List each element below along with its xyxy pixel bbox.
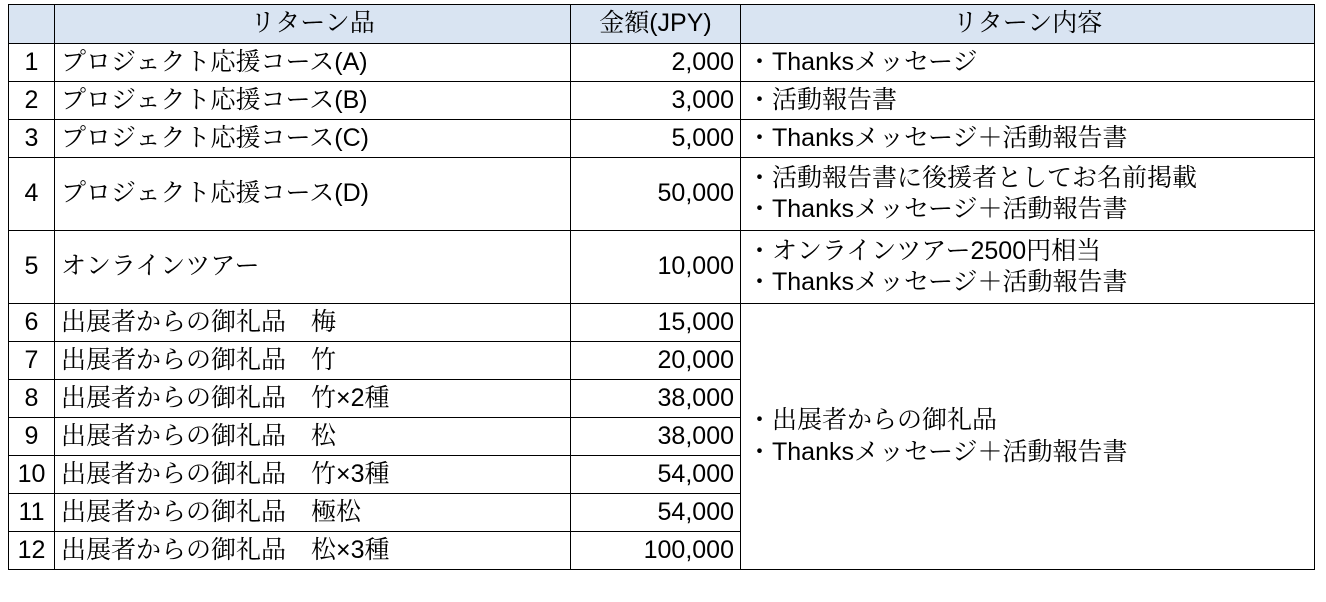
content-lines bbox=[747, 163, 1308, 226]
table-row bbox=[9, 231, 1315, 304]
content-line: ・出展者からの御礼品 bbox=[747, 406, 998, 435]
content-lines bbox=[747, 236, 1308, 299]
cell-amount: 100,000 bbox=[571, 532, 741, 570]
cell-item: プロジェクト応援コース(C) bbox=[55, 120, 571, 158]
cell-item: 出展者からの御礼品 梅 bbox=[55, 304, 571, 342]
cell-amount: 15,000 bbox=[571, 304, 741, 342]
cell-content bbox=[741, 120, 1315, 158]
cell-content bbox=[741, 82, 1315, 120]
cell-no: 2 bbox=[9, 82, 55, 120]
header-cell-item: リターン品 bbox=[55, 5, 571, 44]
cell-amount: 20,000 bbox=[571, 342, 741, 380]
content-lines bbox=[747, 405, 1308, 468]
return-table-container bbox=[8, 4, 1318, 570]
cell-amount: 10,000 bbox=[571, 231, 741, 304]
cell-amount: 54,000 bbox=[571, 494, 741, 532]
cell-content bbox=[741, 231, 1315, 304]
header-cell-amount: 金額(JPY) bbox=[571, 5, 741, 44]
cell-no: 11 bbox=[9, 494, 55, 532]
cell-item: プロジェクト応援コース(A) bbox=[55, 44, 571, 82]
cell-item: 出展者からの御礼品 極松 bbox=[55, 494, 571, 532]
cell-item: 出展者からの御礼品 松 bbox=[55, 418, 571, 456]
cell-no: 12 bbox=[9, 532, 55, 570]
cell-amount: 3,000 bbox=[571, 82, 741, 120]
cell-no: 8 bbox=[9, 380, 55, 418]
cell-amount: 50,000 bbox=[571, 158, 741, 231]
cell-no: 4 bbox=[9, 158, 55, 231]
header-cell-content: リターン内容 bbox=[741, 5, 1315, 44]
content-lines bbox=[747, 47, 1308, 78]
cell-item: 出展者からの御礼品 竹×3種 bbox=[55, 456, 571, 494]
cell-no: 5 bbox=[9, 231, 55, 304]
content-line: ・Thanksメッセージ＋活動報告書 bbox=[747, 437, 1128, 466]
cell-item: 出展者からの御礼品 竹×2種 bbox=[55, 380, 571, 418]
content-line: ・活動報告書に後援者としてお名前掲載 bbox=[747, 163, 1198, 192]
cell-no: 10 bbox=[9, 456, 55, 494]
table-header bbox=[9, 5, 1315, 44]
content-line: ・Thanksメッセージ＋活動報告書 bbox=[747, 268, 1128, 296]
cell-no: 6 bbox=[9, 304, 55, 342]
cell-amount: 38,000 bbox=[571, 380, 741, 418]
cell-content bbox=[741, 44, 1315, 82]
content-lines bbox=[747, 123, 1308, 154]
header-cell-no bbox=[9, 5, 55, 44]
cell-amount: 38,000 bbox=[571, 418, 741, 456]
cell-no: 7 bbox=[9, 342, 55, 380]
cell-no: 3 bbox=[9, 120, 55, 158]
cell-amount: 2,000 bbox=[571, 44, 741, 82]
cell-content bbox=[741, 158, 1315, 231]
content-line: ・Thanksメッセージ＋活動報告書 bbox=[747, 195, 1128, 223]
cell-item: プロジェクト応援コース(B) bbox=[55, 82, 571, 120]
content-line: ・Thanksメッセージ bbox=[747, 47, 978, 76]
cell-amount: 5,000 bbox=[571, 120, 741, 158]
table-body bbox=[9, 44, 1315, 570]
table-row bbox=[9, 158, 1315, 231]
cell-item: 出展者からの御礼品 竹 bbox=[55, 342, 571, 380]
table-row bbox=[9, 44, 1315, 82]
table-row bbox=[9, 304, 1315, 342]
content-line: ・Thanksメッセージ＋活動報告書 bbox=[747, 123, 1128, 152]
cell-item: プロジェクト応援コース(D) bbox=[55, 158, 571, 231]
return-items-table bbox=[8, 4, 1315, 570]
cell-item: オンラインツアー bbox=[55, 231, 571, 304]
cell-content-merged bbox=[741, 304, 1315, 570]
cell-item: 出展者からの御礼品 松×3種 bbox=[55, 532, 571, 570]
table-row bbox=[9, 82, 1315, 120]
cell-no: 1 bbox=[9, 44, 55, 82]
cell-no: 9 bbox=[9, 418, 55, 456]
content-line: ・活動報告書 bbox=[747, 85, 898, 114]
content-line: ・オンラインツアー2500円相当 bbox=[747, 236, 1102, 265]
table-row bbox=[9, 120, 1315, 158]
cell-amount: 54,000 bbox=[571, 456, 741, 494]
content-lines bbox=[747, 85, 1308, 116]
table-header-row bbox=[9, 5, 1315, 44]
